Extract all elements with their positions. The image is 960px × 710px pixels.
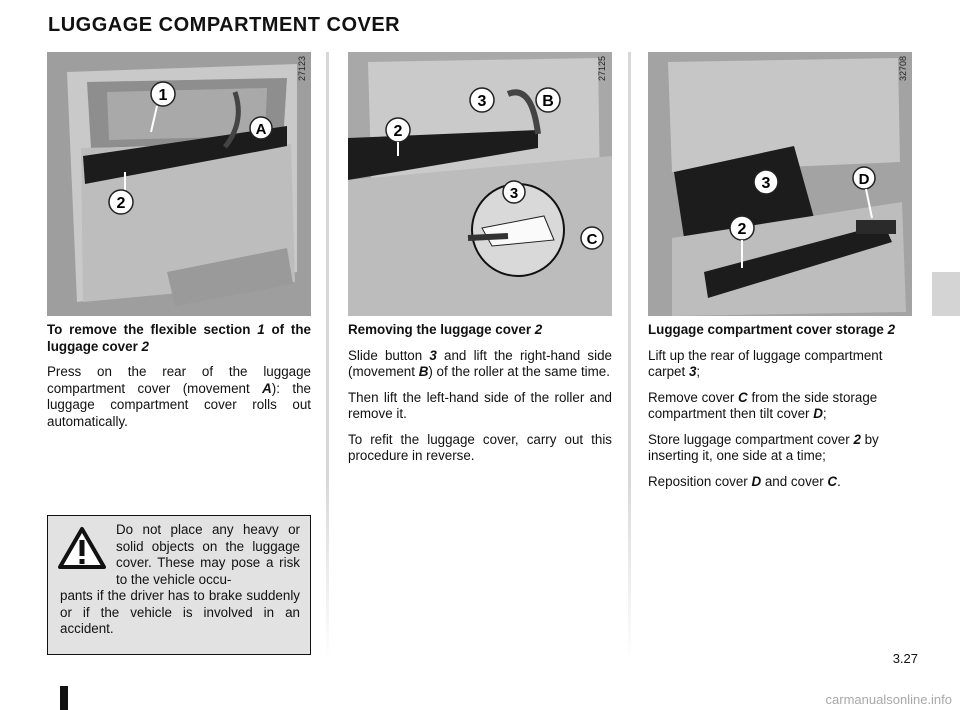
callout-a xyxy=(250,117,272,139)
page-marker xyxy=(60,686,68,710)
section-heading: Removing the luggage cover 2 xyxy=(348,322,543,337)
callout-3 xyxy=(754,170,778,194)
footer-watermark: carmanualsonline.info xyxy=(825,692,952,707)
svg-text:2: 2 xyxy=(116,195,126,212)
chapter-tab xyxy=(932,272,960,316)
paragraph: To refit the luggage cover, carry out this procedure in reverse. xyxy=(348,431,612,463)
callout-3 xyxy=(470,88,494,112)
callout-b xyxy=(536,88,560,112)
svg-text:3: 3 xyxy=(761,175,771,192)
column-1 xyxy=(47,322,311,439)
svg-text:D: D xyxy=(858,171,870,188)
figure-removing-cover xyxy=(348,52,612,316)
figure-remove-flexible-section xyxy=(47,52,311,316)
warning-box xyxy=(47,515,311,655)
figure-code: 32708 xyxy=(898,56,908,82)
figure-code: 27123 xyxy=(297,56,307,82)
paragraph: Slide button 3 and lift the right-hand side (movement B) of the roller at the same time. xyxy=(348,347,612,379)
page-number: 3.27 xyxy=(892,651,918,666)
svg-text:1: 1 xyxy=(158,87,168,104)
column-2 xyxy=(348,322,612,474)
page-title: LUGGAGE COMPARTMENT COVER xyxy=(48,14,401,36)
svg-text:B: B xyxy=(542,93,554,110)
figure-cover-storage xyxy=(648,52,912,316)
figure-code: 27125 xyxy=(597,56,607,82)
svg-text:3: 3 xyxy=(477,93,487,110)
callout-3-detail xyxy=(503,181,525,203)
paragraph: Reposition cover D and cover C. xyxy=(648,473,841,489)
column-3 xyxy=(648,322,912,499)
svg-text:2: 2 xyxy=(393,123,403,140)
section-heading: Luggage compartment cover storage 2 xyxy=(648,322,896,337)
paragraph: Remove cover C from the side storage compartment then tilt cover D; xyxy=(648,389,878,421)
paragraph: Lift up the rear of luggage compartment carpet 3; xyxy=(648,347,883,379)
callout-c xyxy=(581,227,603,249)
warning-text: Do not place any heavy or solid objects on the luggage cover. These may pose a risk to the vehicle occu- pants if the driver has to brake suddenly or if the vehicle is involved in an accident. xyxy=(60,522,300,636)
svg-text:3: 3 xyxy=(509,185,519,202)
section-heading: To remove the flexible section 1 of the luggage cover 2 xyxy=(47,322,311,354)
column-separator xyxy=(326,52,329,662)
column-separator xyxy=(628,52,631,662)
svg-text:A: A xyxy=(255,121,267,138)
svg-text:C: C xyxy=(586,231,598,248)
svg-text:2: 2 xyxy=(737,221,747,238)
paragraph: Store luggage compartment cover 2 by inserting it, one side at a time; xyxy=(648,431,879,463)
paragraph: Press on the rear of the luggage compartment cover (movement A): the luggage compartment cover rolls out automatically. xyxy=(47,364,311,429)
paragraph: Then lift the left-hand side of the roller and remove it. xyxy=(348,389,612,421)
